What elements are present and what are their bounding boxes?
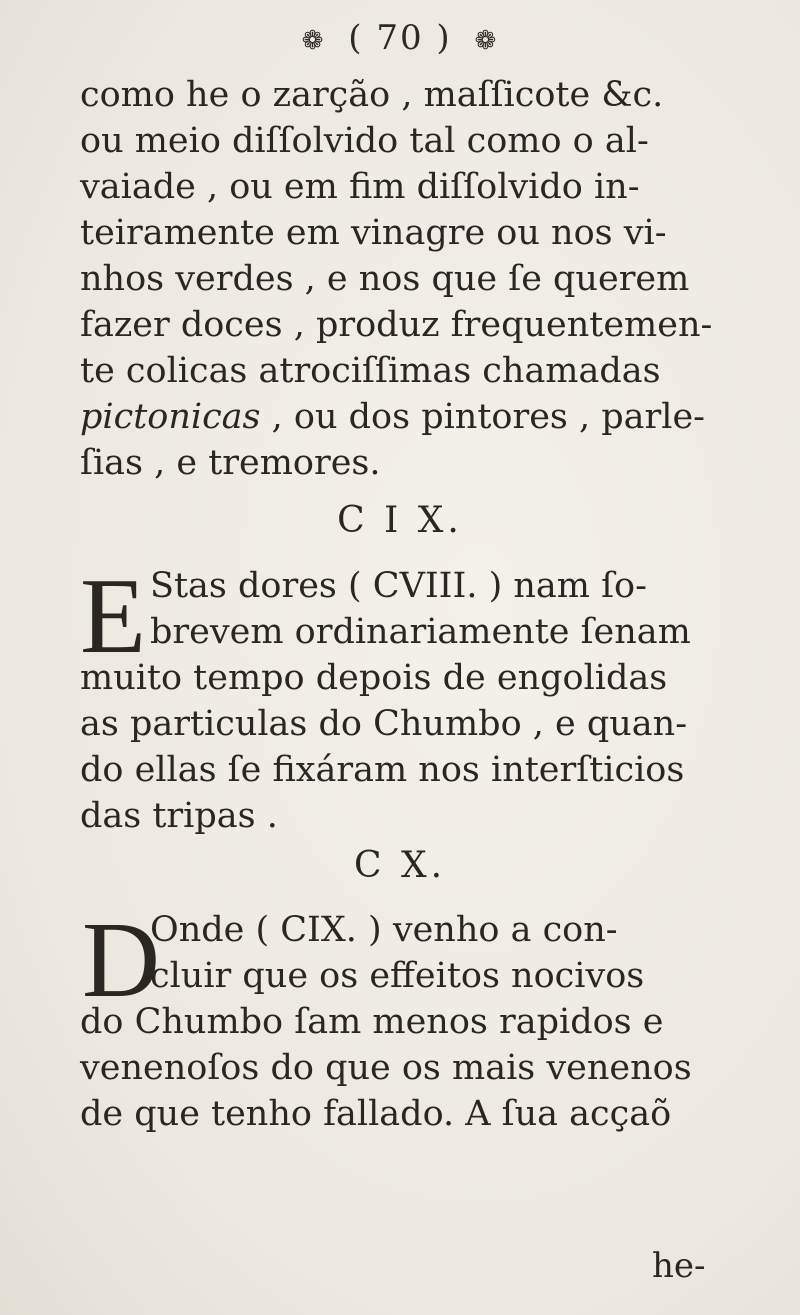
catchword: he- — [652, 1246, 706, 1286]
text-line: brevem ordinariamente ſenam — [150, 612, 691, 652]
text-line: ſias , e tremores. — [80, 443, 381, 483]
text-line: te colicas atrociſſimas chamadas — [80, 351, 661, 391]
text-line: do Chumbo ſam menos rapidos e — [80, 1002, 664, 1042]
text-line — [80, 394, 730, 440]
page-header — [0, 18, 800, 58]
text-line: Onde ( CIX. ) venho a con- — [150, 910, 618, 950]
text-fragment: , ou dos pintores , parle- — [260, 397, 705, 437]
text-line: fazer doces , produz frequentemen- — [80, 305, 713, 345]
right-ornament-icon: ❁ — [474, 26, 499, 56]
paragraph-1 — [80, 72, 730, 486]
text-line: cluir que os effeitos nocivos — [150, 956, 645, 996]
text-line: vaiade , ou em fim diſſolvido in- — [80, 167, 640, 207]
paragraph-3 — [80, 901, 740, 1137]
section-heading-cix: C I X. — [337, 500, 463, 541]
text-line: das tripas . — [80, 796, 278, 836]
text-line: muito tempo depois de engolidas — [80, 658, 668, 698]
paragraph-2 — [80, 557, 740, 839]
drop-cap: D — [82, 901, 160, 1020]
drop-cap: E — [80, 557, 146, 676]
text-line: teiramente em vinagre ou nos vi- — [80, 213, 667, 253]
text-line: nhos verdes , e nos que ſe querem — [80, 259, 690, 299]
text-line: do ellas ſe fixáram nos interſticios — [80, 750, 685, 790]
page-number: ( 70 ) — [348, 18, 452, 58]
left-ornament-icon: ❁ — [301, 26, 326, 56]
text-line: Stas dores ( CVIII. ) nam ſo- — [150, 566, 647, 606]
section-heading-cx: C X. — [353, 845, 447, 886]
text-line: de que tenho fallado. A ſua acçaõ — [80, 1094, 672, 1134]
text-line: as particulas do Chumbo , e quan- — [80, 704, 688, 744]
text-line: ou meio diſſolvido tal como o al- — [80, 121, 649, 161]
text-line: venenoſos do que os mais venenos — [80, 1048, 692, 1088]
italic-term: pictonicas — [80, 397, 261, 437]
text-line: como he o zarção , maſſicote &c. — [80, 75, 664, 115]
